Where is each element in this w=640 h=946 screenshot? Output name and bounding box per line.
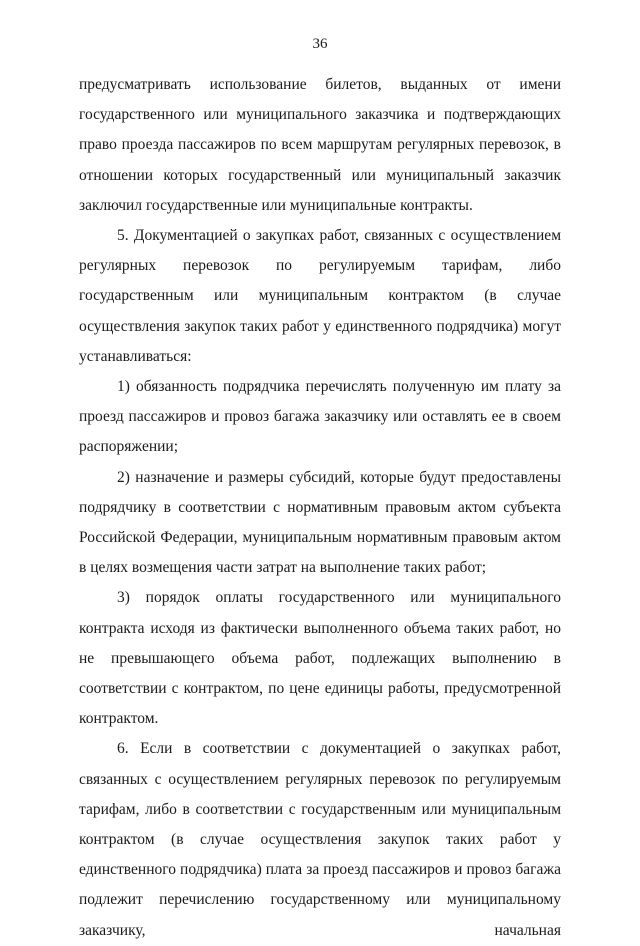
paragraph-item-3: 3) порядок оплаты государственного или муниципального контракта исходя из фактически выполненного объема таких работ, но не превышающего объема работ, подлежащих выполнению в соответствии с контрактом, по цене единицы работы, предусмотренной контрактом. [79,589,561,728]
paragraph-item-1: 1) обязанность подрядчика перечислять полученную им плату за проезд пассажиров и провоз багажа заказчику или оставлять ее в своем распоряжении; [79,378,561,456]
paragraph-clause-6: 6. Если в соответствии с документацией о закупках работ, связанных с осуществлением регулярных перевозок по регулируемым тарифам, либо в соответствии с государственным или муниципальным контрактом (в случае осуществления закупок таких работ у единственного подрядчика) плата за проезд пассажиров и провоз багажа подлежит перечислению государственному или муниципальному заказчику, начальная [79,740,561,939]
paragraph-item-2: 2) назначение и размеры субсидий, которые будут предоставлены подрядчику в соответствии с нормативным правовым актом субъекта Российской Федерации, муниципальным нормативным правовым актом в целях возмещения части затрат на выполнение таких работ; [79,468,561,577]
paragraph-clause-5: 5. Документацией о закупках работ, связанных с осуществлением регулярных перевозок по регулируемым тарифам, либо государственным или муниципальным контрактом (в случае осуществления закупок таких работ у единственного подрядчика) могут устанавливаться: [79,227,561,365]
paragraph-continuation: предусматривать использование билетов, выданных от имени государственного или муниципального заказчика и подтверждающих право проезда пассажиров по всем маршрутам регулярных перевозок, в отношении которых государственный или муниципальный заказчик заключил государственные или муниципальные контракты. [79,76,561,214]
document-body [79,70,561,946]
page-number: 36 [312,36,328,52]
